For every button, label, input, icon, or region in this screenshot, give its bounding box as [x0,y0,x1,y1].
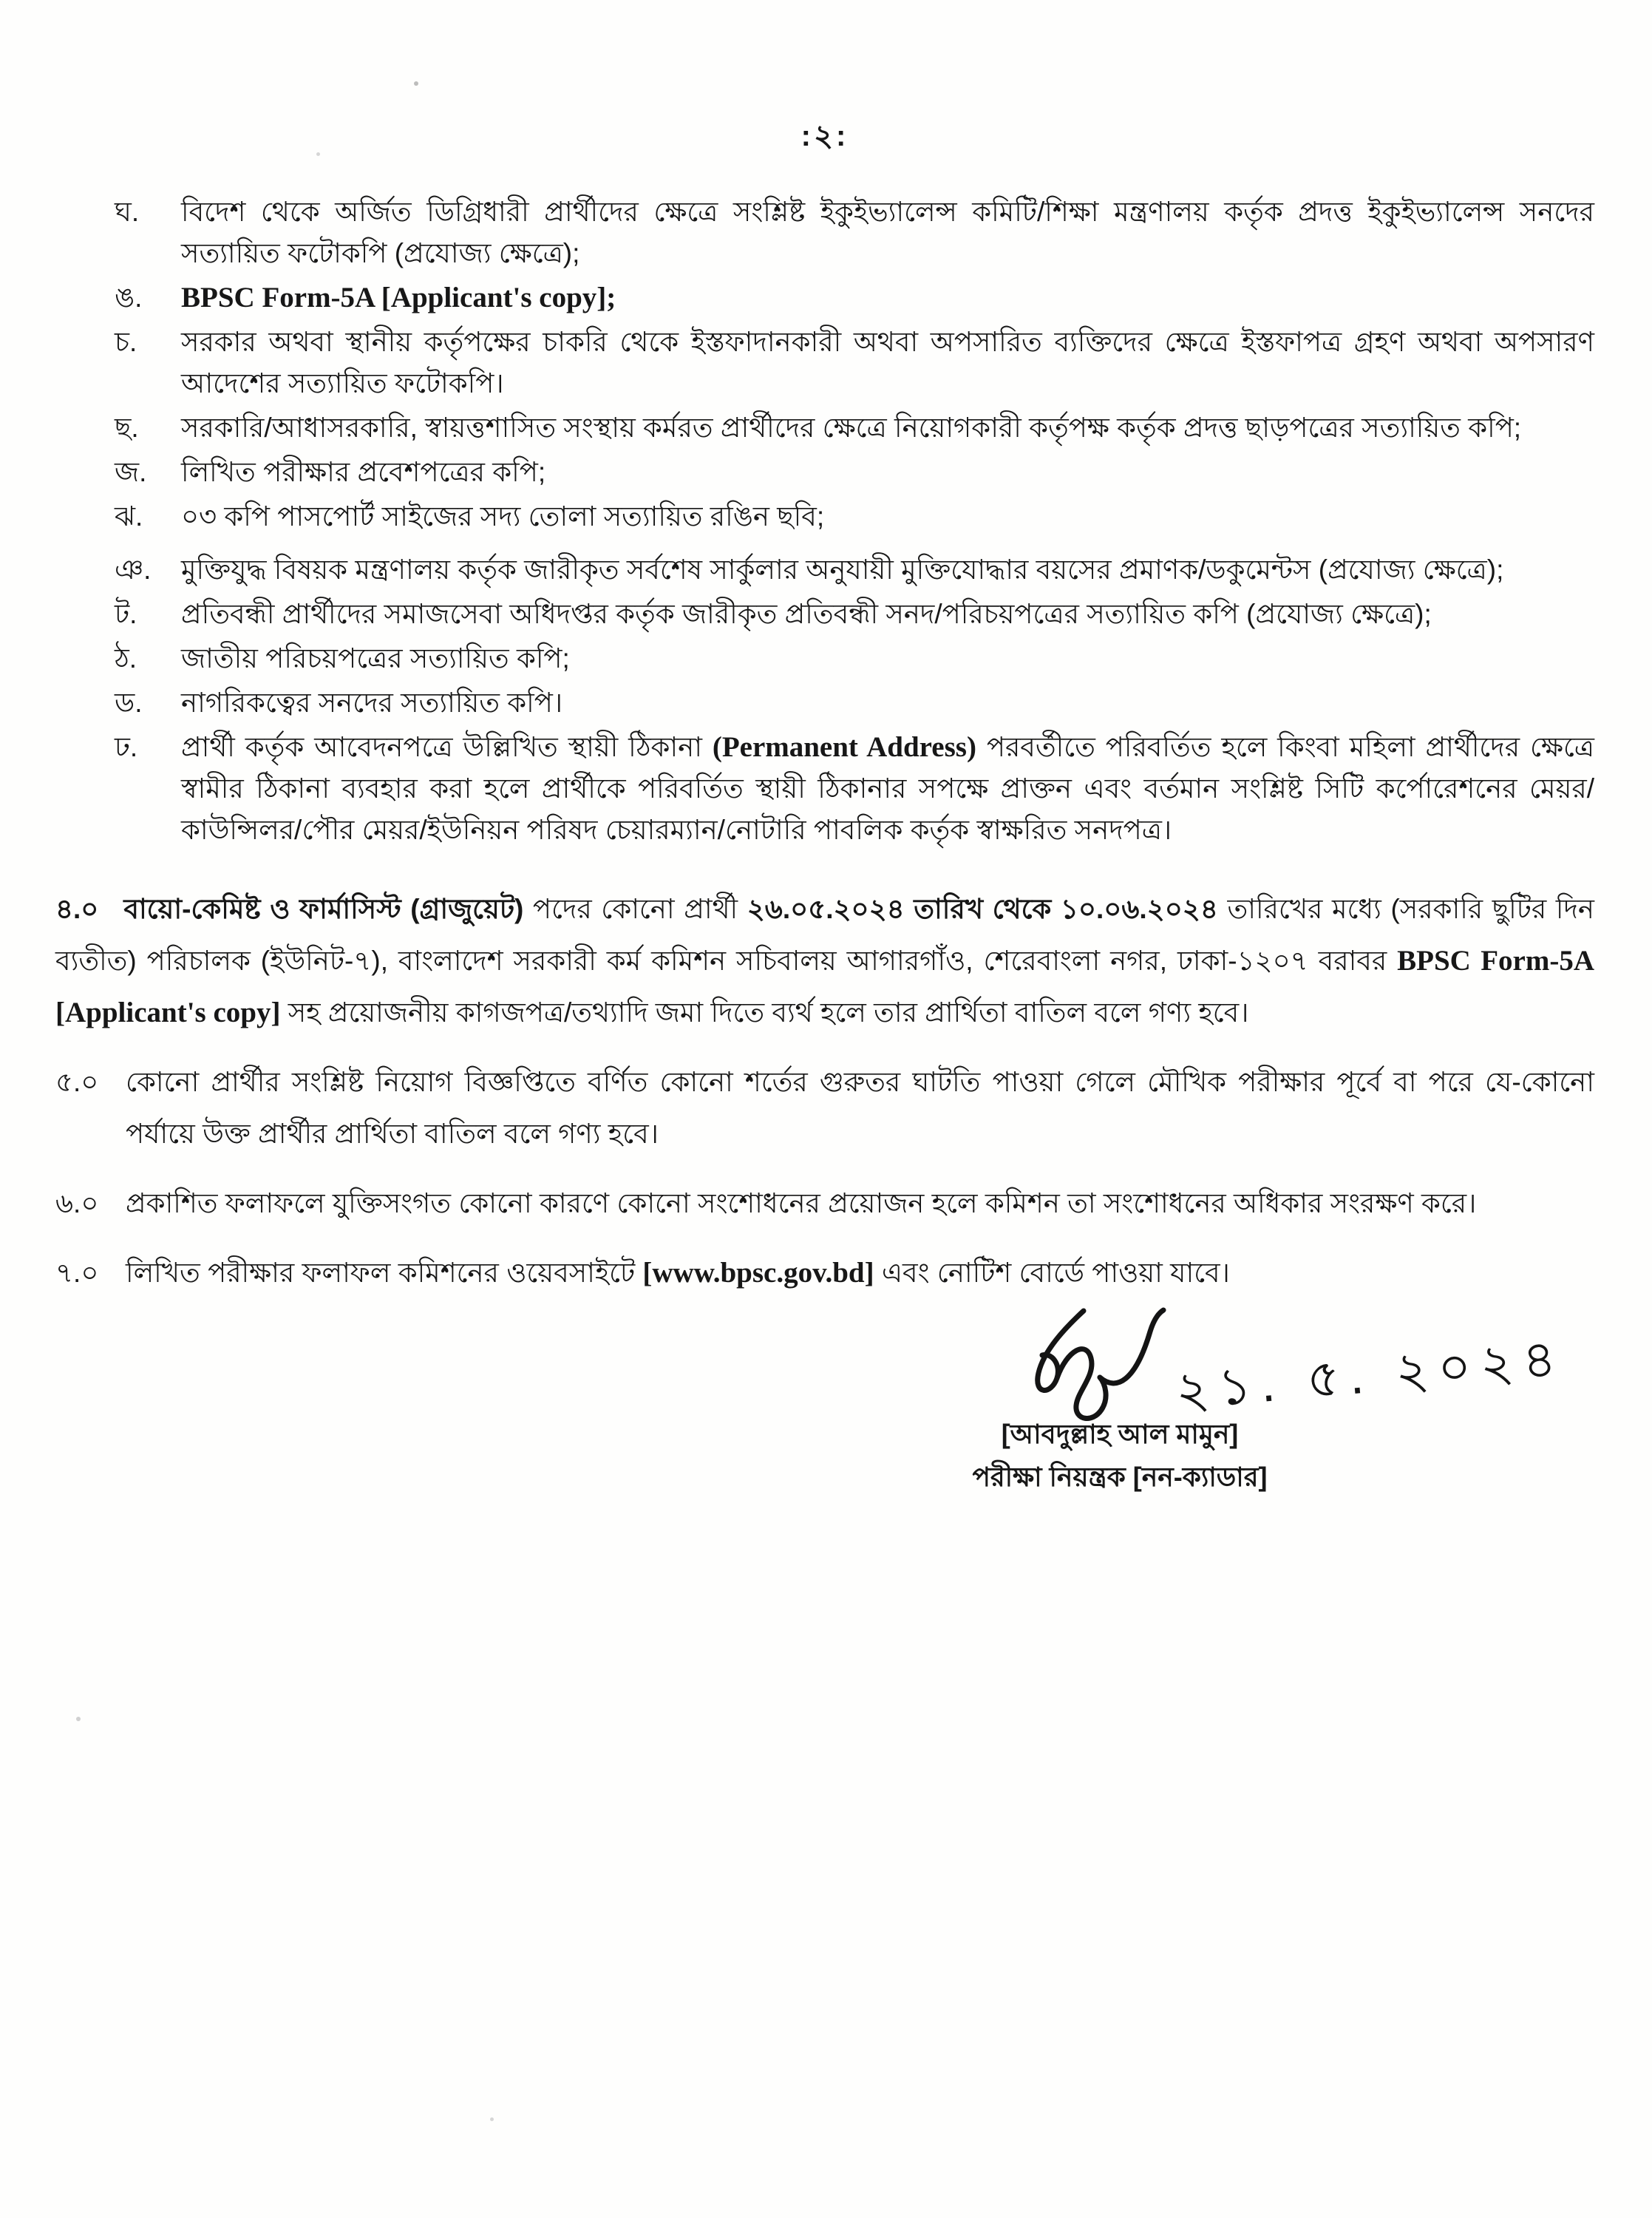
item-marker: জ. [115,457,147,487]
item-marker: ঞ. [115,554,152,585]
item-text-post: পরবর্তীতে পরিবর্তিত হলে কিংবা মহিলা প্রার্থীদের ক্ষেত্রে স্বামীর ঠিকানা ব্যবহার করা হলে প্রার্থীকে পরিবর্তিত স্থায়ী ঠিকানার সপক্ষে প্রাক্তন এবং বর্তমান সংশ্লিষ্ট সিটি কর্পোরেশনের মেয়র/কাউন্সিলর/পৌর মেয়র/ইউনিয়ন পরিষদ চেয়ারম্যান/নোটারি পাবলিক কর্তৃক স্বাক্ষরিত সনদপত্র। [181,732,1594,845]
section-4-post-title: বায়ো-কেমিষ্ট ও ফার্মাসিস্ট (গ্রাজুয়েট) [123,894,524,924]
item-marker: ট. [115,599,137,629]
checklist-item [55,549,1594,591]
section-7-website-url: [www.bpsc.gov.bd] [642,1257,874,1289]
section-4-form-name: BPSC Form-5A [Applicant's copy] [55,945,1594,1028]
signature-date-handwritten: ২১. ৫. ২০২৪ [1173,1329,1568,1420]
item-marker: চ. [115,327,137,357]
signature-block [55,1309,1594,1546]
section-number: ৭.০ [55,1258,99,1288]
section-number: ৪.০ [55,894,99,924]
item-text: বিদেশ থেকে অর্জিত ডিগ্রিধারী প্রার্থীদের ক্ষেত্রে সংশ্লিষ্ট ইকুইভ্যালেন্স কমিটি/শিক্ষা মন্ত্রণালয় কর্তৃক প্রদত্ত ইকুইভ্যালেন্স সনদের সত্যায়িত ফটোকপি (প্রযোজ্য ক্ষেত্রে); [181,197,1594,268]
checklist-item [55,322,1594,404]
item-marker: ঠ. [115,643,137,674]
section-number: ৬.০ [55,1188,99,1218]
scan-speckle [414,81,418,86]
section-6-text: প্রকাশিত ফলাফলে যুক্তিসংগত কোনো কারণে কোনো সংশোধনের প্রয়োজন হলে কমিশন তা সংশোধনের অধিকার সংরক্ষণ করে। [126,1188,1477,1218]
checklist-item [55,452,1594,493]
section-7-paragraph [55,1247,1594,1299]
section-4-text: পদের কোনো প্রার্থী [523,894,747,924]
section-6-paragraph [55,1178,1594,1230]
section-7-text: লিখিত পরীক্ষার ফলাফল কমিশনের ওয়েবসাইটে [126,1258,643,1288]
item-text: মুক্তিযুদ্ধ বিষয়ক মন্ত্রণালয় কর্তৃক জারীকৃত সর্বশেষ সার্কুলার অনুযায়ী মুক্তিযোদ্ধার বয়সের প্রমাণক/ডকুমেন্টস (প্রযোজ্য ক্ষেত্রে); [181,554,1504,585]
item-text: BPSC Form-5A [Applicant's copy]; [181,282,616,313]
page-number: :২: [800,120,849,152]
section-7-text: এবং নোটিশ বোর্ডে পাওয়া যাবে। [874,1258,1230,1288]
checklist-item [55,191,1594,274]
scan-speckle [490,2117,494,2121]
signer-title: পরীক্ষা নিয়ন্ত্রক [নন-ক্যাডার] [972,1462,1268,1492]
checklist-item [55,727,1594,851]
checklist-item [55,407,1594,449]
signature-scrawl [1013,1303,1190,1433]
item-marker: ঝ. [115,501,143,532]
item-text: নাগরিকত্বের সনদের সত্যায়িত কপি। [181,688,563,718]
checklist-item [55,594,1594,635]
item-text: সরকারি/আধাসরকারি, স্বায়ত্তশাসিত সংস্থায় কর্মরত প্রার্থীদের ক্ষেত্রে নিয়োগকারী কর্তৃপক্ষ কর্তৃক প্রদত্ত ছাড়পত্রের সত্যায়িত কপি; [181,413,1522,443]
checklist-item [55,638,1594,679]
section-4-text: তারিখের মধ্যে (সরকারি ছুটির দিন ব্যতীত) পরিচালক (ইউনিট-৭), বাংলাদেশ সরকারী কর্ম কমিশন সচিবালয় আগারগাঁও, শেরেবাংলা নগর, ঢাকা-১২০৭ বরাবর [55,894,1594,976]
item-marker: ঘ. [115,197,140,227]
required-documents-checklist [55,191,1594,851]
item-text: প্রতিবন্ধী প্রার্থীদের সমাজসেবা অধিদপ্তর কর্তৃক জারীকৃত প্রতিবন্ধী সনদ/পরিচয়পত্রের সত্যায়িত কপি (প্রযোজ্য ক্ষেত্রে); [181,599,1432,629]
item-text-pre: প্রার্থী কর্তৃক আবেদনপত্রে উল্লিখিত স্থায়ী ঠিকানা [181,732,713,762]
checklist-item [55,277,1594,319]
section-4-date-range: ২৬.০৫.২০২৪ তারিখ থেকে ১০.০৬.২০২৪ [747,894,1218,924]
item-marker: ড. [115,688,143,718]
scan-speckle [316,152,320,156]
item-marker: ঙ. [115,282,143,313]
item-text-latin: (Permanent Address) [712,731,976,763]
checklist-item [55,496,1594,537]
section-4-paragraph [55,884,1594,1039]
item-text: জাতীয় পরিচয়পত্রের সত্যায়িত কপি; [181,643,570,674]
checklist-item [55,682,1594,724]
signer-name: [আবদুল্লাহ আল মামুন] [1001,1419,1239,1449]
item-marker: ঢ. [115,732,138,762]
section-4-text: সহ প্রয়োজনীয় কাগজপত্র/তথ্যাদি জমা দিতে ব্যর্থ হলে তার প্রার্থিতা বাতিল বলে গণ্য হবে। [280,997,1249,1028]
section-number: ৫.০ [55,1067,99,1097]
scan-speckle [76,1717,81,1721]
item-text: সরকার অথবা স্থানীয় কর্তৃপক্ষের চাকরি থেকে ইস্তফাদানকারী অথবা অপসারিত ব্যক্তিদের ক্ষেত্রে ইস্তফাপত্র গ্রহণ অথবা অপসারণ আদেশের সত্যায়িত ফটোকপি। [181,327,1594,399]
item-text: লিখিত পরীক্ষার প্রবেশপত্রের কপি; [181,457,546,487]
item-marker: ছ. [115,413,139,443]
section-5-paragraph [55,1057,1594,1160]
section-5-text: কোনো প্রার্থীর সংশ্লিষ্ট নিয়োগ বিজ্ঞপ্তিতে বর্ণিত কোনো শর্তের গুরুতর ঘাটতি পাওয়া গেলে মৌখিক পরীক্ষার পূর্বে বা পরে যে-কোনো পর্যায়ে উক্ত প্রার্থীর প্রার্থিতা বাতিল বলে গণ্য হবে। [126,1067,1594,1149]
item-text: ০৩ কপি পাসপোর্ট সাইজের সদ্য তোলা সত্যায়িত রঙিন ছবি; [181,501,825,532]
